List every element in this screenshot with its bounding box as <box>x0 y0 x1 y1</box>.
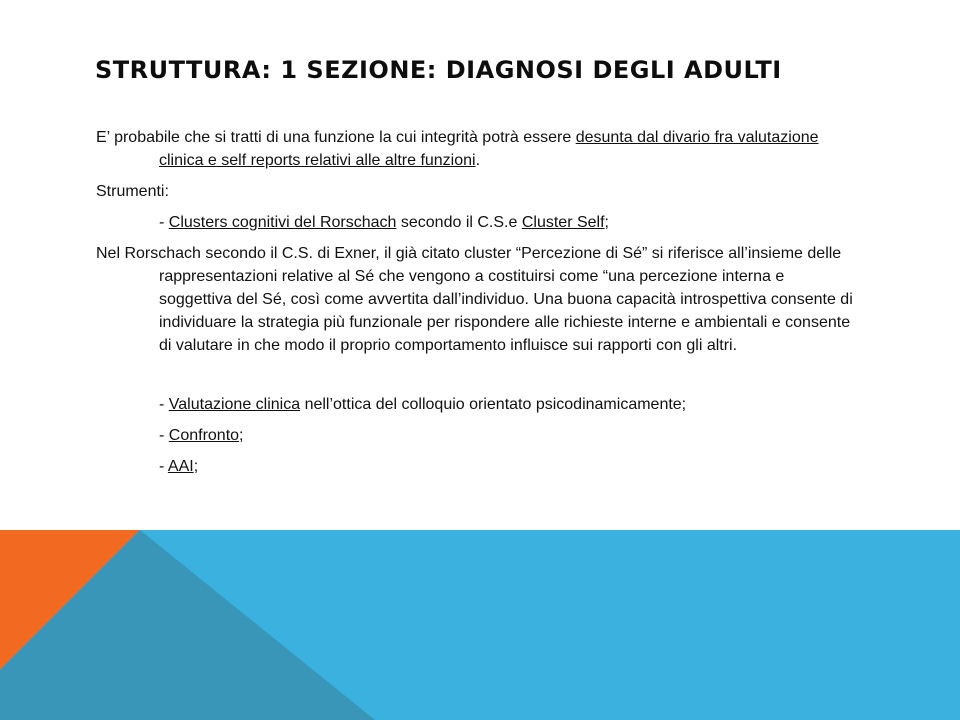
paragraph-rorschach: Nel Rorschach secondo il C.S. di Exner, il già citato cluster “Percezione di Sé” si riferisce all’insieme delle rappresentazioni relative al Sé che vengono a costituirsi come “una percezione interna e soggettiva del Sé, così come avvertita dall’individuo. Una buona capacità introspettiva consente di individuare la strategia più funzionale per rispondere alle richieste interne e ambientali e consente di valutare in che modo il proprio comportamento influisce sui rapporti con gli altri. <box>96 245 853 354</box>
intro-end: . <box>475 152 481 169</box>
link-confronto[interactable]: Confronto <box>168 427 240 444</box>
list-text: secondo il C.S.e <box>396 214 522 231</box>
link-aai[interactable]: AAI <box>167 458 194 475</box>
list-dash: - <box>159 214 169 231</box>
link-clusters-cognitivi[interactable]: Clusters cognitivi del Rorschach <box>168 214 397 231</box>
list-text: ; <box>239 427 244 444</box>
slide-body <box>96 126 856 486</box>
strumenti-label: Strumenti: <box>96 183 169 200</box>
list-item-confronto <box>96 424 856 447</box>
list-item-clusters <box>96 211 856 234</box>
list-dash: - <box>159 427 169 444</box>
intro-link[interactable]: desunta dal divario fra valutazione clinica e self reports relativi alle altre funzioni <box>159 129 819 169</box>
list-text-end: ; <box>604 214 609 231</box>
list-text: nell’ottica del colloquio orientato psicodinamicamente; <box>300 396 687 413</box>
list-item-aai <box>96 455 856 478</box>
link-valutazione-clinica[interactable]: Valutazione clinica <box>168 396 301 413</box>
link-cluster-self[interactable]: Cluster Self <box>521 214 605 231</box>
intro-text: E’ probabile che si tratti di una funzione la cui integrità potrà essere <box>96 129 576 146</box>
slide-title: STRUTTURA: 1 SEZIONE: DIAGNOSI DEGLI ADULTI <box>95 56 782 84</box>
list-dash: - <box>159 396 169 413</box>
list-text: ; <box>193 458 199 475</box>
list-dash: - <box>159 458 168 475</box>
list-item-valutazione <box>96 393 856 416</box>
paragraph-intro <box>96 126 856 172</box>
